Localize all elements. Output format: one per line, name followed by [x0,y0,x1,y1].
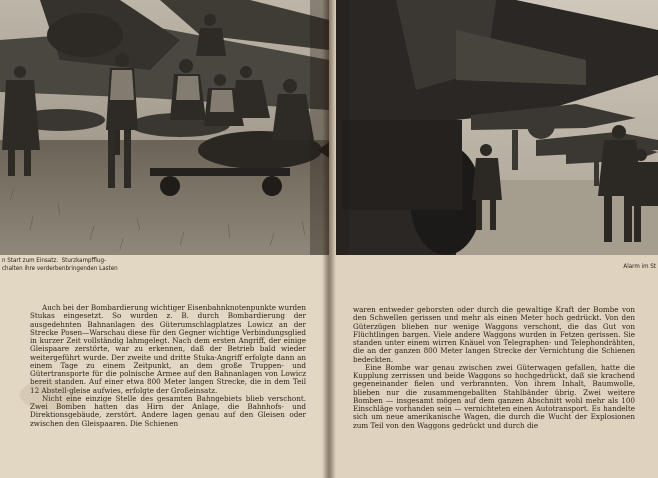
right-paragraph-2: Eine Bombe war genau zwischen zwei Güterwagen gefallen, hatte die Kupplung zerrissen und beide Waggons so hochgedrückt, daß sie krachend gegeneinander fielen und verbrannten. Von ihrem Inhalt, Baumwolle, blieben nur die zusammengeballten Stahlbänder übrig. Zwei weitere Bomben — insgesamt mögen auf dem ganzen Abschnitt wohl mehr als 100 Einschläge vorhanden sein — vernichteten einen Autotransport. Es handelte sich um neue amerikanische Wagen, die durch die Wucht der Explosionen zum Teil von den Waggons gedrückt und durch die [353,362,635,430]
left-paragraph-2: Nicht eine einzige Stelle des gesamten Bahngebiets blieb verschont. Zwei Bomben hatten das Hirn der Anlage, die Bahnhofs- und Direktionsgebäude, zerstört. Andere lagen genau auf den Gleisen oder zwischen den Gleispaaren. Die Schienen [30,393,306,428]
right-page-text [353,306,635,430]
paper-stain [20,380,80,410]
right-paragraph-1: waren entweder geborsten oder durch die gewaltige Kraft der Bombe von den Schwellen gerissen und mehr als einen Meter hoch gedrückt. Von den Güterzügen blieben nur wenige Waggons verschont, die das Gut von Flüchtlingen bargen. Viele andere Waggons wurden in Fetzen gerissen. Sie standen unter einem wirren Knäuel von Telegraphen- und Telephondrähten, die an der ganzen 800 Meter langen Strecke der Vernichtung die Schienen bedeckten. [353,305,635,364]
caption-left [2,257,118,272]
caption-left-line-2: chalten ihre verderbenbringenden Lasten [2,264,118,272]
book-gutter [322,0,336,478]
left-paragraph-1: Auch bei der Bombardierung wichtiger Eisenbahnknotenpunkte wurden Stukas eingesetzt. So wurden z. B. durch Bombardierung der ausgedehnten Bahnanlagen des Güterumschlagplatzes Lowicz an der Strecke Posen—Warschau diese für den Gegner wichtige Verbindungsglied in kurzer Zeit vollständig lahmgelegt. Nach dem ersten Angriff, der einige Gleispaare zerstörte, war zu erkennen, daß der Betrieb bald wieder weitergeführt wurde. Der zweite und dritte Stuka-Angriff erfolgte dann an einem Tage zu einem Zeitpunkt, an dem große Truppen- und Gütertransporte für die polnische Armee auf den Bahnanlagen von Lowicz bereit standen. Auf einer etwa 800 Meter langen Strecke, die in dem Teil 12 Abstell-gleise aufwies, erfolgte der Großeinsatz. [30,303,306,395]
caption-left-line-1: n Start zum Einsatz. Sturzkampfflug- [2,257,107,264]
photo-stuka-alarm [336,0,658,255]
photo-ground-crew-loading-bombs [0,0,329,255]
left-page-text [30,304,306,428]
right-page [329,0,658,478]
caption-right: Alarm im St [623,263,656,270]
